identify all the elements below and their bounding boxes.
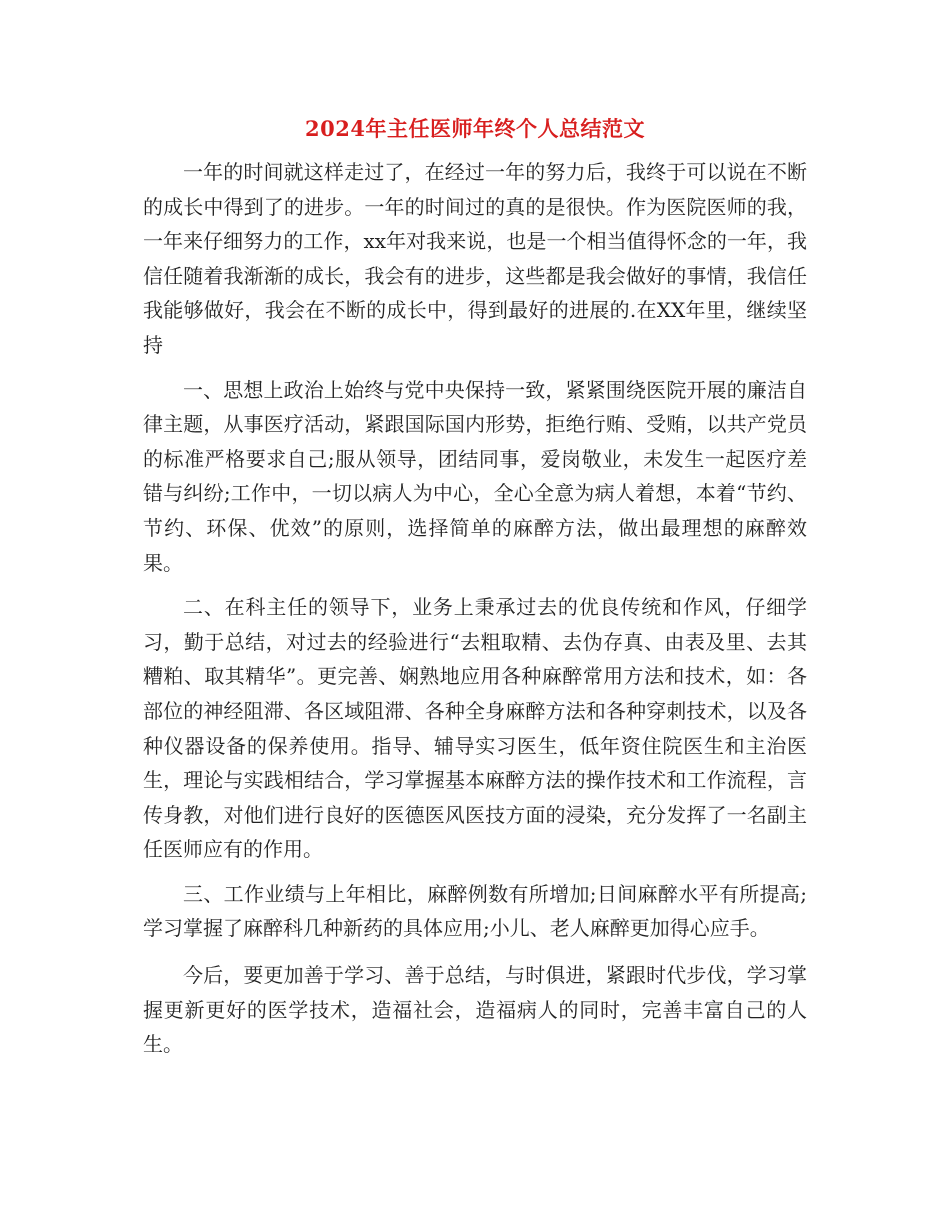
paragraph-future: 今后，要更加善于学习、善于总结，与时俱进，紧跟时代步伐，学习掌握更新更好的医学技术，造福社会，造福病人的同时，完善丰富自己的人生。 <box>143 963 807 1057</box>
paragraph-professional: 二、在科主任的领导下，业务上秉承过去的优良传统和作风，仔细学习，勤于总结，对过去的经验进行“去粗取精、去伪存真、由表及里、去其糟粕、取其精华”。更完善、娴熟地应用各种麻醉常用方法和技术，如：各部位的神经阻滞、各区域阻滞、各种全身麻醉方法和各种穿刺技术，以及各种仪器设备的保养使用。指导、辅导实习医生，低年资住院医生和主治医生，理论与实践相结合，学习掌握基本麻醉方法的操作技术和工作流程，言传身教，对他们进行良好的医德医风医技方面的浸染，充分发挥了一名副主任医师应有的作用。 <box>143 595 807 862</box>
paragraph-intro: 一年的时间就这样走过了，在经过一年的努力后，我终于可以说在不断的成长中得到了的进步。一年的时间过的真的是很快。作为医院医师的我，一年来仔细努力的工作，xx年对我来说，也是一个相当值得怀念的一年，我信任随着我渐渐的成长，我会有的进步，这些都是我会做好的事情，我信任我能够做好，我会在不断的成长中，得到最好的进展的.在XX年里，继续坚持 <box>143 160 807 357</box>
document-body <box>143 155 807 1072</box>
paragraph-achievements: 三、工作业绩与上年相比，麻醉例数有所增加;日间麻醉水平有所提高;学习掌握了麻醉科几种新药的具体应用;小儿、老人麻醉更加得心应手。 <box>143 881 807 941</box>
paragraph-political: 一、思想上政治上始终与党中央保持一致，紧紧围绕医院开展的廉洁自律主题，从事医疗活动，紧跟国际国内形势，拒绝行贿、受贿，以共产党员的标准严格要求自己;服从领导，团结同事，爱岗敬业，未发生一起医疗差错与纠纷;工作中，一切以病人为中心，全心全意为病人着想，本着“节约、节约、环保、优效”的原则，选择简单的麻醉方法，做出最理想的麻醉效果。 <box>143 377 807 575</box>
document-title: 2024年主任医师年终个人总结范文 <box>305 116 645 141</box>
